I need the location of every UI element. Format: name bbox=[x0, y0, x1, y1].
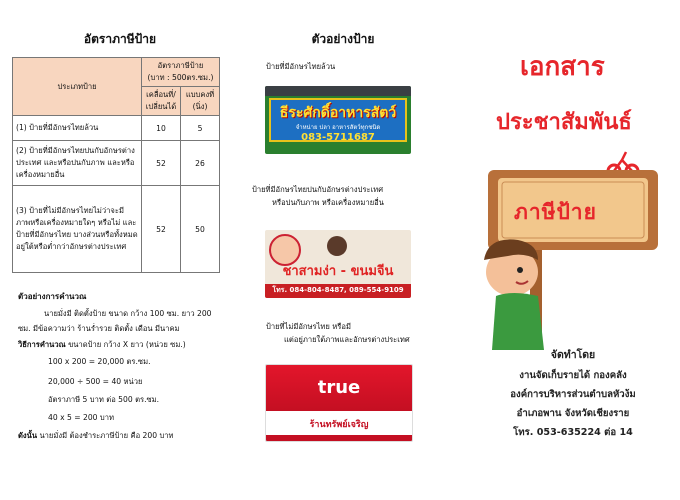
col-type-header: ประเภทป้าย bbox=[13, 58, 142, 116]
calc-line-1: 100 x 200 = 20,000 ตร.ซม. bbox=[48, 357, 151, 366]
table-row: (2) ป้ายที่มีอักษรไทยปนกับอักษรต่างประเทศ และหรือปนกับภาพ และหรือเครื่องหมายอื่น 52 26 bbox=[13, 141, 220, 186]
example-title: ตัวอย่างการคำนวณ bbox=[18, 292, 87, 301]
table-row: (3) ป้ายที่ไม่มีอักษรไทยไม่ว่าจะมีภาพหรือเครื่องหมายใดๆ หรือไม่ และป้ายที่มีอักษรไทย บางส่วนหรือทั้งหมดอยู่ใต้หรือต่ำกว่าอักษรต่างประเทศ 52 50 bbox=[13, 186, 220, 273]
sign1-photo: ธีระศักดิ์อาหารสัตว์ จำหน่าย ปลา อาหารสัตว์ทุกชนิด 083-5711687 bbox=[265, 86, 411, 154]
footer-line-3: อำเภอพาน จังหวัดเชียงราย bbox=[516, 408, 630, 419]
example-text: นายมั่งมี ติดตั้งป้าย ขนาด กว้าง 100 ซม. ยาว 200 ซม. มีข้อความว่า ร้านร่ำรวย ติดตั้ง เดือน มีนาคม bbox=[18, 309, 212, 333]
document-subtitle: ประชาสัมพันธ์ bbox=[496, 110, 632, 135]
footer-line-2: องค์การบริหารส่วนตำบลหัวง้ม bbox=[510, 389, 636, 400]
board-text: ภาษีป้าย bbox=[514, 200, 597, 224]
col-fixed-header: แบบคงที่ (นิ่ง) bbox=[181, 87, 220, 116]
sign3-caption: ป้ายที่ไม่มีอักษรไทย หรือมี แต่อยู่ภายใต้ภาพและอักษรต่างประเทศ bbox=[266, 322, 410, 344]
footer-phone: โทร. 053-635224 ต่อ 14 bbox=[513, 427, 633, 438]
sign3-photo: true ร้านทรัพย์เจริญ bbox=[265, 364, 413, 442]
sign2-caption: ป้ายที่มีอักษรไทยปนกับอักษรต่างประเทศ หรือปนกับภาพ หรือเครื่องหมายอื่น bbox=[252, 185, 384, 207]
sign1-caption: ป้ายที่มีอักษรไทยล้วน bbox=[266, 62, 336, 71]
col-rate-header: อัตราภาษีป้าย (บาท : 500ตร.ซม.) bbox=[142, 58, 220, 87]
method-line: วิธีการคำนวณ ขนาดป้าย กว้าง X ยาว (หน่วย ซม.) bbox=[18, 340, 186, 349]
calc-line-4: 40 x 5 = 200 บาท bbox=[48, 413, 115, 422]
calc-line-2: 20,000 ÷ 500 = 40 หน่วย bbox=[48, 377, 143, 386]
footer-line-1: งานจัดเก็บรายได้ กองคลัง bbox=[519, 370, 627, 381]
sign2-photo: ชาสามง่า - ขนมจีน โทร. 084-804-8487, 089-554-9109 bbox=[265, 230, 411, 298]
rate-table bbox=[12, 57, 220, 273]
document-title: เอกสาร bbox=[520, 52, 605, 82]
footer-label: จัดทำโดย bbox=[550, 349, 596, 361]
rate-heading: อัตราภาษีป้าย bbox=[83, 32, 157, 46]
col-move-header: เคลื่อนที่/ เปลี่ยนได้ bbox=[142, 87, 181, 116]
table-row: (1) ป้ายที่มีอักษรไทยล้วน 10 5 bbox=[13, 116, 220, 141]
left-column bbox=[0, 0, 230, 500]
sign-examples-heading: ตัวอย่างป้าย bbox=[311, 32, 375, 46]
calc-line-3: อัตราภาษี 5 บาท ต่อ 500 ตร.ซม. bbox=[48, 395, 160, 404]
conclusion-line: ดังนั้น นายมั่งมี ต้องชำระภาษีป้าย คือ 200 บาท bbox=[18, 431, 174, 440]
